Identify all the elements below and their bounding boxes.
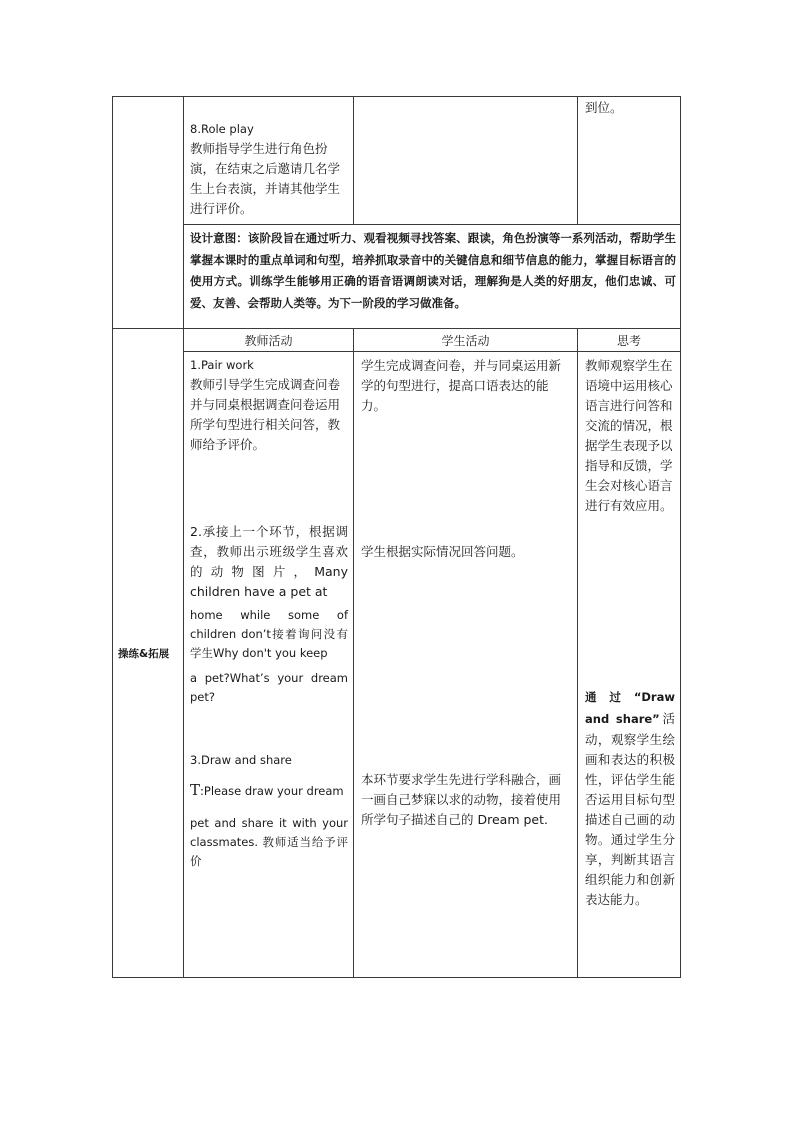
role-play-title: 8.Role play	[190, 122, 254, 136]
col-divider-student	[577, 96, 578, 225]
col-divider-student-2	[577, 328, 578, 978]
table-border-top	[112, 96, 681, 97]
activity-3-teacher-b: pet and share it with your classmates. 教师适当给予评价	[190, 816, 348, 868]
header-teacher-activity: 教师活动	[244, 334, 293, 348]
activity-1-teacher	[190, 356, 350, 455]
activity-1-student: 学生完成调查问卷，并与同桌运用新学的句型进行，提高口语表达的能力。	[361, 358, 562, 413]
header-student-activity: 学生活动	[441, 334, 490, 348]
activity-2-teacher-b: home while some of children don’t接着询问没有学生Why don't you keep	[190, 608, 348, 660]
role-play-reflection: 到位。	[585, 100, 623, 115]
col-divider-teacher-2	[353, 328, 354, 978]
reflection-2	[585, 687, 675, 910]
activity-3-title: 3.Draw and share	[190, 753, 292, 767]
activity-3-student: 本环节要求学生先进行学科融合，画一画自己梦寐以求的动物，接着使用所学句子描述自己的 Dream pet.	[361, 772, 562, 827]
row-divider-role-play	[183, 224, 681, 225]
activity-1-text: 教师引导学生完成调查问卷并与同桌根据调查问卷运用所学句型进行相关问答，教师给予评价。	[190, 377, 341, 452]
role-play-cell	[190, 120, 350, 219]
activity-3-teacher-a	[190, 781, 350, 801]
activity-2-teacher-a: 2.承接上一个环节，根据调查，教师出示班级学生喜欢的动物图片，Many children have a pet at	[190, 524, 348, 599]
activity-3-t-prefix: T	[190, 781, 201, 799]
reflection-2-body: 活动，观察学生绘画和表达的积极性，评估学生能否运用目标句型描述自己画的动物。通过学生分享，判断其语言组织能力和创新表达能力。	[585, 710, 675, 907]
table-border-left	[112, 96, 113, 978]
role-play-text: 教师指导学生进行角色扮演，在结束之后邀请几名学生上台表演，并请其他学生进行评价。	[190, 141, 341, 216]
design-intent-text: 设计意图：该阶段旨在通过听力、观看视频寻找答案、跟读，角色扮演等一系列活动，帮助学生掌握本课时的重点单词和句型，培养抓取录音中的关键信息和细节信息的能力，掌握目标语言的使用方式。训练学生能够用正确的语音语调朗读对话，理解狗是人类的好朋友，他们忠诚、可爱、友善、会帮助人类等。为下一阶段的学习做准备。	[190, 231, 676, 310]
section-label-practice-extension: 操练&拓展	[118, 648, 170, 660]
activity-2-student: 学生根据实际情况回答问题。	[361, 544, 524, 559]
reflection-1: 教师观察学生在语境中运用核心语言进行问答和交流的情况，根据学生表现予以指导和反馈，学生会对核心语言进行有效应用。	[585, 358, 673, 513]
activity-2-teacher-c: a pet?What’s your dream pet?	[190, 671, 348, 704]
header-divider	[183, 351, 681, 352]
activity-3-text-1: :Please draw your dream	[200, 784, 344, 798]
table-border-right	[680, 96, 681, 978]
reflection-2-lead: 通过“Draw and share”	[585, 690, 675, 726]
activity-1-title: 1.Pair work	[190, 358, 254, 372]
table-border-bottom	[112, 977, 681, 978]
col-divider-label	[183, 96, 184, 978]
col-divider-teacher	[353, 96, 354, 225]
header-reflection: 思考	[616, 334, 641, 348]
row-divider-design-intent	[112, 328, 681, 329]
